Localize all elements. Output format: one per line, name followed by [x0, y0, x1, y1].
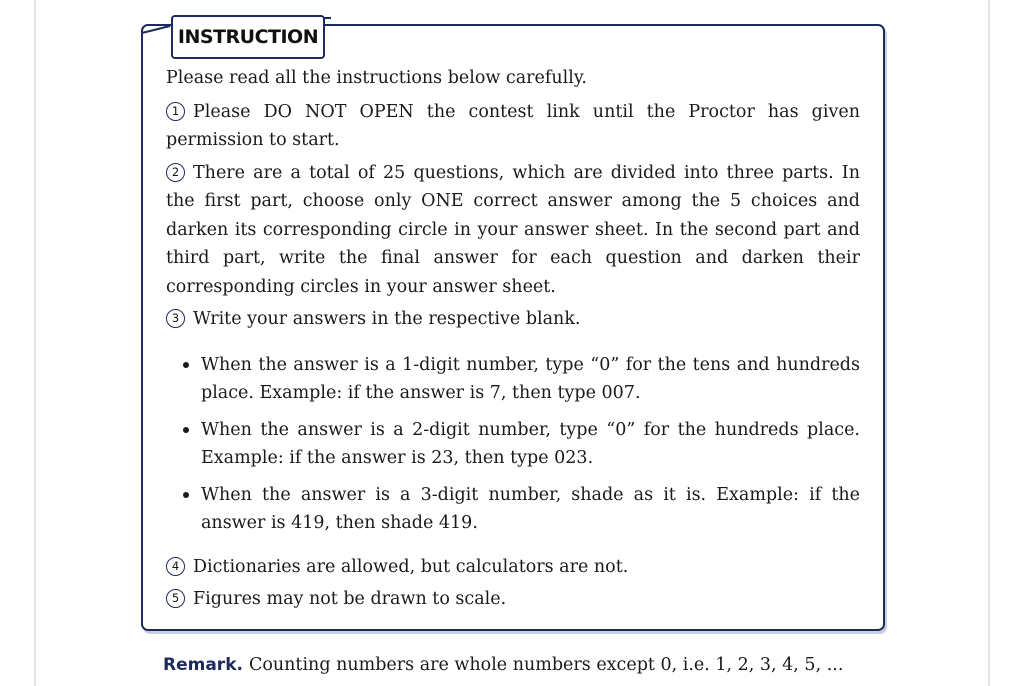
list-item-text: When the answer is a 3-digit number, shade as it is. Example: if the answer is 419, then shade 419.: [201, 484, 860, 533]
item-text: There are a total of 25 questions, which are divided into three parts. In the first part, choose only ONE correct answer among the 5 choices and darken its corresponding circle in your answer sheet. In the second part and third part, write the final answer for each question and darken their corresponding circles in your answer sheet.: [166, 162, 860, 297]
instruction-item-5: [166, 585, 860, 614]
item-text: Write your answers in the respective blank.: [193, 309, 581, 329]
remark-text: Counting numbers are whole numbers except 0, i.e. 1, 2, 3, 4, 5, ...: [248, 655, 844, 675]
item-number-badge: 4: [166, 557, 185, 576]
instruction-item-1: [166, 98, 860, 155]
item-text: Dictionaries are allowed, but calculators are not.: [193, 556, 629, 577]
remark-label: Remark.: [163, 655, 243, 675]
page-edge-left: [34, 0, 36, 686]
list-item: [166, 351, 860, 408]
instruction-title: INSTRUCTION: [171, 15, 325, 59]
instruction-item-4: [166, 553, 860, 582]
list-item-text: When the answer is a 1-digit number, type “0” for the tens and hundreds place. Example: if the answer is 7, then type 007.: [201, 354, 860, 403]
list-item-text: When the answer is a 2-digit number, type “0” for the hundreds place. Example: if the answer is 23, then type 023.: [201, 419, 860, 468]
item-number-badge: 1: [166, 102, 185, 121]
instruction-content: [166, 64, 860, 618]
bullet-icon: [183, 362, 189, 368]
page-edge-right: [988, 0, 990, 686]
list-item: [166, 416, 860, 473]
bullet-icon: [183, 492, 189, 498]
bullet-icon: [183, 427, 189, 433]
item-text: Figures may not be drawn to scale.: [193, 589, 507, 609]
item-number-badge: 3: [166, 309, 185, 328]
remark: [163, 651, 863, 679]
item-number-badge: 5: [166, 589, 185, 608]
instruction-intro: Please read all the instructions below carefully.: [166, 68, 587, 88]
item-number-badge: 2: [166, 163, 185, 182]
answer-format-list: [166, 351, 860, 538]
instruction-item-2: [166, 159, 860, 302]
instruction-item-3: [166, 305, 860, 334]
list-item: [166, 481, 860, 538]
item-text: Please DO NOT OPEN the contest link until the Proctor has given permission to start.: [166, 101, 860, 150]
